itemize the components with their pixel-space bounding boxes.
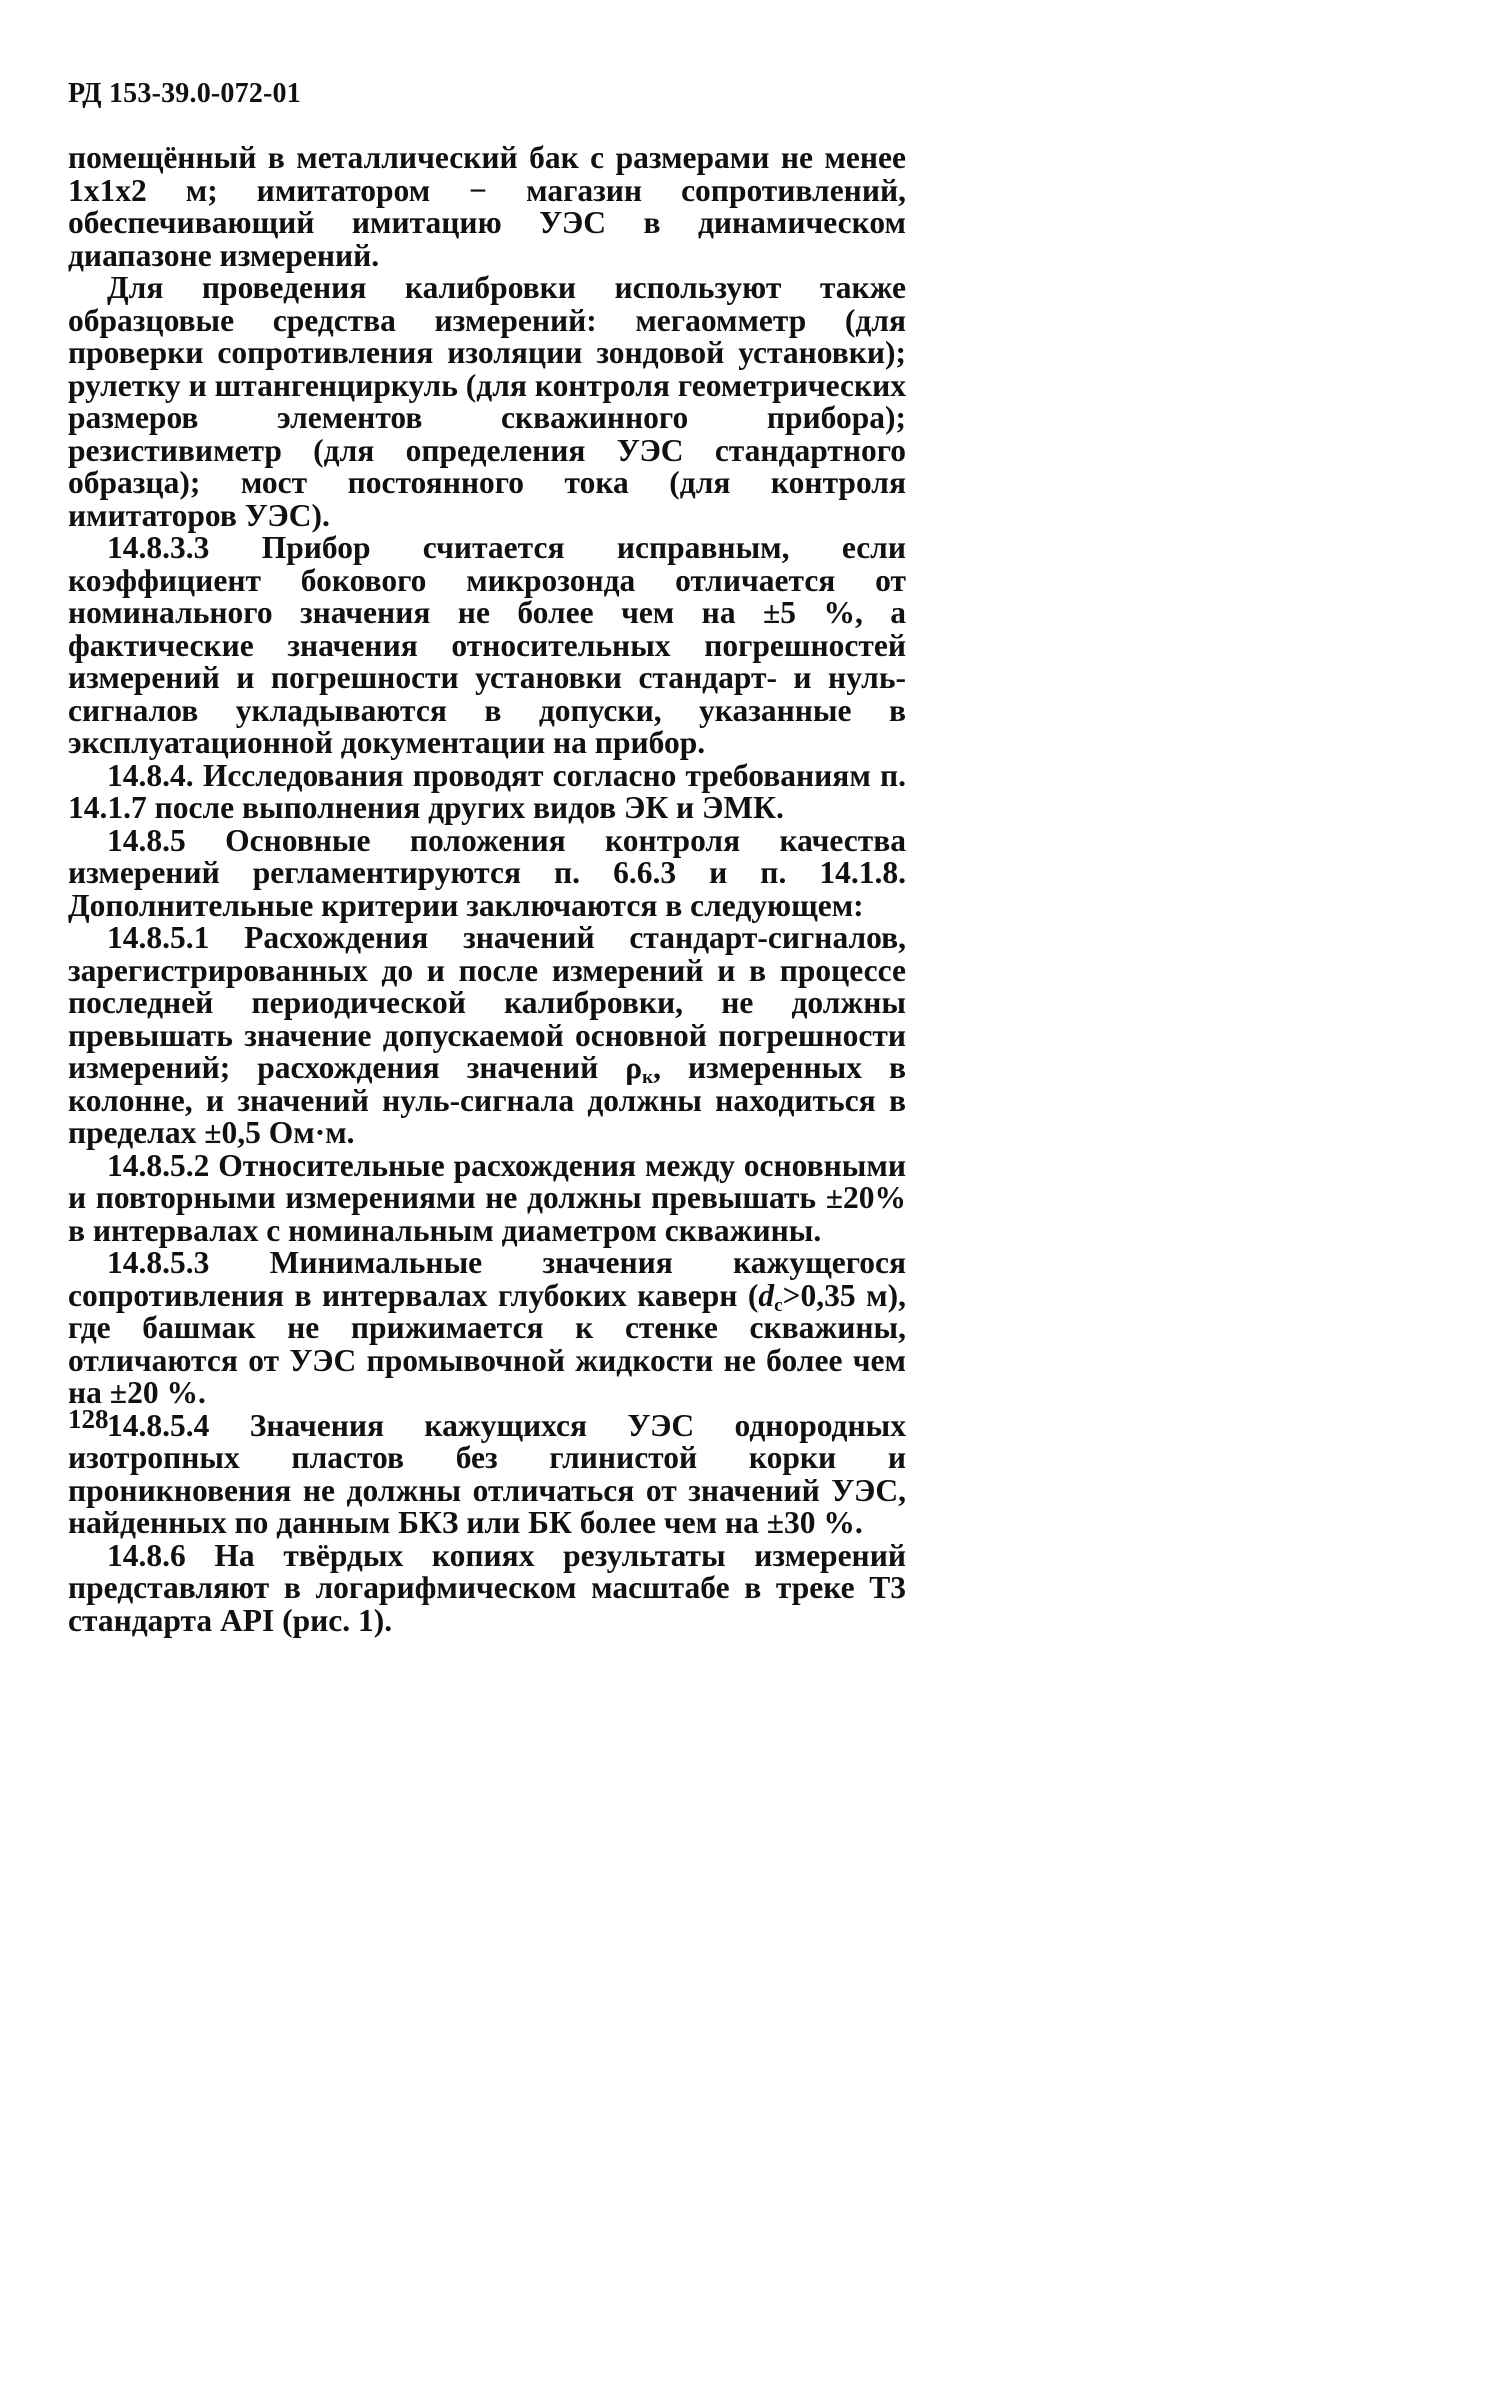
document-code-header: РД 153-39.0-072-01 (68, 78, 301, 109)
paragraph-1: помещённый в металлический бак с размерами не менее 1х1х2 м; имитатором − магазин сопротивлений, обеспечивающий имитацию УЭС в динамическом диапазоне измерений. (68, 140, 906, 273)
body-text (68, 142, 906, 1637)
paragraph-14-8-5-1 (68, 922, 906, 1150)
paragraph-14-8-4: 14.8.4. Исследования проводят согласно требованиям п. 14.1.7 после выполнения других видов ЭК и ЭМК. (68, 757, 906, 825)
page-number: 128 (68, 1404, 109, 1434)
paragraph-14-8-5-1-text-after: , измеренных в колонне, и значений нуль-сигнала должны находиться в пределах ±0,5 Ом·м. (68, 1050, 906, 1150)
rho-subscript: к (642, 1067, 654, 1088)
paragraph-14-8-3-3: 14.8.3.3 Прибор считается исправным, если коэффициент бокового микрозонда отличается от номинального значения не более чем на ±5 %, а фактические значения относительных погрешностей измерений и погрешности установки стандарт- и нуль-сигналов укладываются в допуски, указанные в эксплуатационной документации на прибор. (68, 530, 906, 760)
diameter-symbol: d (758, 1277, 775, 1313)
document-page (0, 0, 960, 1638)
diameter-subscript: с (774, 1294, 783, 1316)
paragraph-14-8-5-3-text-after: >0,35 м), где башмак не прижимается к стенке скважины, отличаются от УЭС промывочной жидкости не более чем на ±20 %. (68, 1277, 906, 1410)
paragraph-14-8-5-2: 14.8.5.2 Относительные расхождения между основными и повторными измерениями не должны превышать ±20% в интервалах с номинальным диаметром скважины. (68, 1147, 906, 1248)
paragraph-14-8-5-4: 14.8.5.4 Значения кажущихся УЭС однородных изотропных пластов без глинистой корки и проникновения не должны отличаться от значений УЭС, найденных по данным БКЗ или БК более чем на ±30 %. (68, 1407, 906, 1540)
paragraph-14-8-5-1-text-before: 14.8.5.1 Расхождения значений стандарт-сигналов, зарегистрированных до и после измерений и в процессе последней периодической калибровки, не должны превышать значение допускаемой основной погрешности измерений; расхождения значений ρ (68, 920, 906, 1085)
paragraph-14-8-5-3-text-before: 14.8.5.3 Минимальные значения кажущегося сопротивления в интервалах глубоких каверн ( (68, 1245, 906, 1313)
paragraph-2: Для проведения калибровки используют также образцовые средства измерений: мегаомметр (для проверки сопротивления изоляции зондовой установки); рулетку и штангенциркуль (для контроля геометрических размеров элементов скважинного прибора); резистивиметр (для определения УЭС стандартного образца); мост постоянного тока (для контроля имитаторов УЭС). (68, 270, 906, 533)
paragraph-14-8-6: 14.8.6 На твёрдых копиях результаты измерений представляют в логарифмическом масштабе в треке Т3 стандарта API (рис. 1). (68, 1537, 906, 1638)
paragraph-14-8-5-3 (68, 1247, 906, 1410)
paragraph-14-8-5: 14.8.5 Основные положения контроля качества измерений регламентируются п. 6.6.3 и п. 14.1.8. Дополнительные критерии заключаются в следующем: (68, 822, 906, 923)
